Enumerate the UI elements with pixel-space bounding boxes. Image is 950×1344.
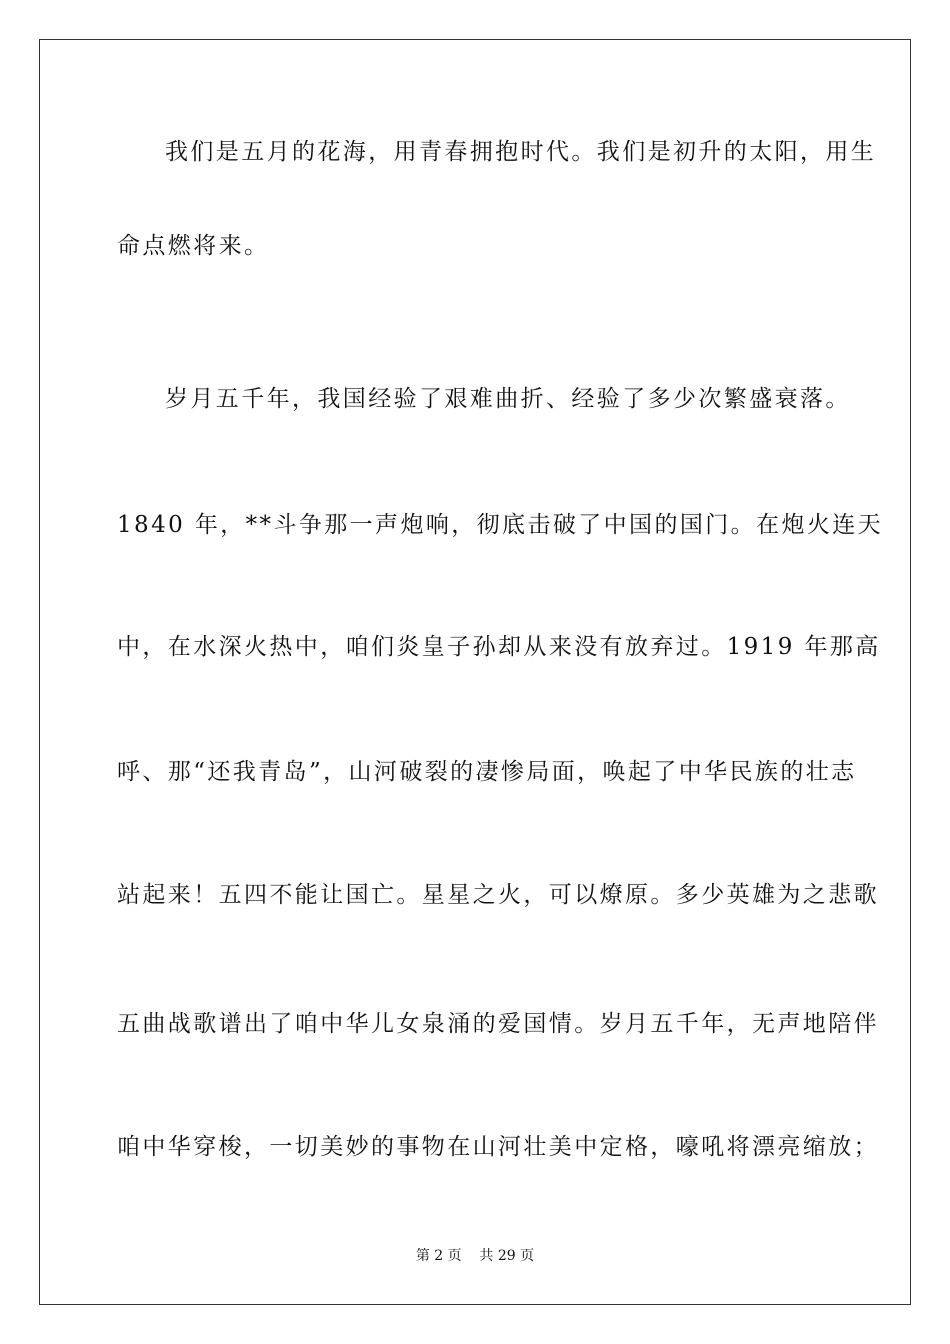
paragraph-2-line-3: 中，在水深火热中，咱们炎皇子孙却从来没有放弃过。1919 年那高 bbox=[117, 634, 881, 660]
paragraph-1-line-2: 命点燃将来。 bbox=[117, 233, 270, 259]
paragraph-1-line-1: 我们是五月的花海，用青春拥抱时代。我们是初升的太阳，用生 bbox=[165, 139, 877, 165]
paragraph-2-line-7: 咱中华穿梭，一切美妙的事物在山河壮美中定格，嚎吼将漂亮缩放； bbox=[117, 1134, 879, 1160]
paragraph-2-line-2: 1840 年，**斗争那一声炮响，彻底击破了中国的国门。在炮火连天 bbox=[117, 512, 884, 538]
paragraph-2-line-1: 岁月五千年，我国经验了艰难曲折、经验了多少次繁盛衰落。 bbox=[165, 386, 851, 412]
page-number-footer: 第 2 页 共 29 页 bbox=[415, 1248, 535, 1264]
paragraph-2-line-6: 五曲战歌谱出了咱中华儿女泉涌的爱国情。岁月五千年，无声地陪伴 bbox=[117, 1011, 879, 1037]
paragraph-2-line-4: 呼、那“还我青岛”，山河破裂的凄惨局面，唤起了中华民族的壮志 bbox=[117, 759, 857, 785]
page-border bbox=[39, 39, 911, 1305]
paragraph-2-line-5: 站起来！五四不能让国亡。星星之火，可以燎原。多少英雄为之悲歌 bbox=[117, 882, 879, 908]
